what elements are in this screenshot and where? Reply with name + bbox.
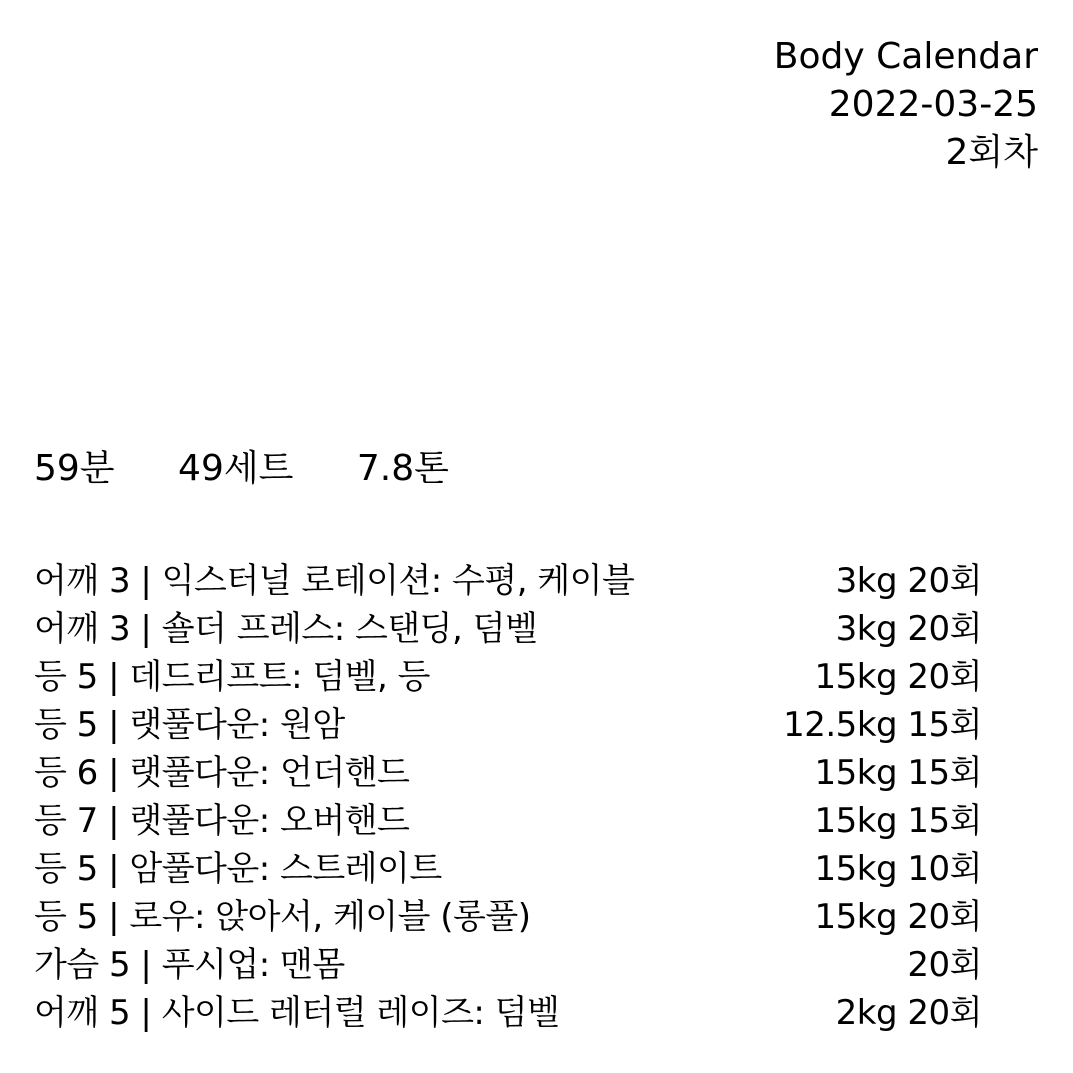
exercise-amount: 15kg 10회	[814, 849, 982, 889]
workout-date: 2022-03-25	[828, 84, 1038, 125]
exercise-amount: 20회	[907, 945, 982, 985]
exercise-row	[34, 797, 982, 845]
exercise-row	[34, 989, 982, 1037]
exercise-amount: 12.5kg 15회	[783, 705, 982, 745]
header	[774, 33, 1038, 177]
exercise-row	[34, 845, 982, 893]
session-count: 2회차	[945, 132, 1038, 173]
exercise-amount: 2kg 20회	[835, 993, 982, 1033]
exercise-name: 등 5 | 랫풀다운: 원암	[34, 705, 345, 745]
exercise-row	[34, 557, 982, 605]
exercise-list	[34, 557, 982, 1037]
duration-stat: 59분	[34, 448, 115, 489]
exercise-amount: 15kg 20회	[814, 657, 982, 697]
exercise-row	[34, 893, 982, 941]
exercise-amount: 15kg 15회	[814, 753, 982, 793]
sets-stat: 49세트	[178, 448, 294, 489]
exercise-amount: 3kg 20회	[835, 561, 982, 601]
app-name: Body Calendar	[773, 36, 1038, 77]
exercise-row	[34, 749, 982, 797]
exercise-row	[34, 653, 982, 701]
exercise-name: 가슴 5 | 푸시업: 맨몸	[34, 945, 345, 985]
workout-summary	[34, 445, 449, 493]
exercise-amount: 15kg 15회	[814, 801, 982, 841]
volume-stat: 7.8톤	[356, 448, 449, 489]
exercise-name: 등 5 | 데드리프트: 덤벨, 등	[34, 657, 430, 697]
exercise-name: 등 5 | 로우: 앉아서, 케이블 (롱풀)	[34, 897, 531, 937]
exercise-name: 어깨 3 | 익스터널 로테이션: 수평, 케이블	[34, 561, 635, 601]
exercise-name: 어깨 5 | 사이드 레터럴 레이즈: 덤벨	[34, 993, 560, 1033]
exercise-row	[34, 701, 982, 749]
exercise-name: 어깨 3 | 숄더 프레스: 스탠딩, 덤벨	[34, 609, 538, 649]
exercise-row	[34, 941, 982, 989]
exercise-name: 등 6 | 랫풀다운: 언더핸드	[34, 753, 410, 793]
exercise-row	[34, 605, 982, 653]
exercise-amount: 3kg 20회	[835, 609, 982, 649]
exercise-amount: 15kg 20회	[814, 897, 982, 937]
exercise-name: 등 7 | 랫풀다운: 오버핸드	[34, 801, 410, 841]
exercise-name: 등 5 | 암풀다운: 스트레이트	[34, 849, 442, 889]
